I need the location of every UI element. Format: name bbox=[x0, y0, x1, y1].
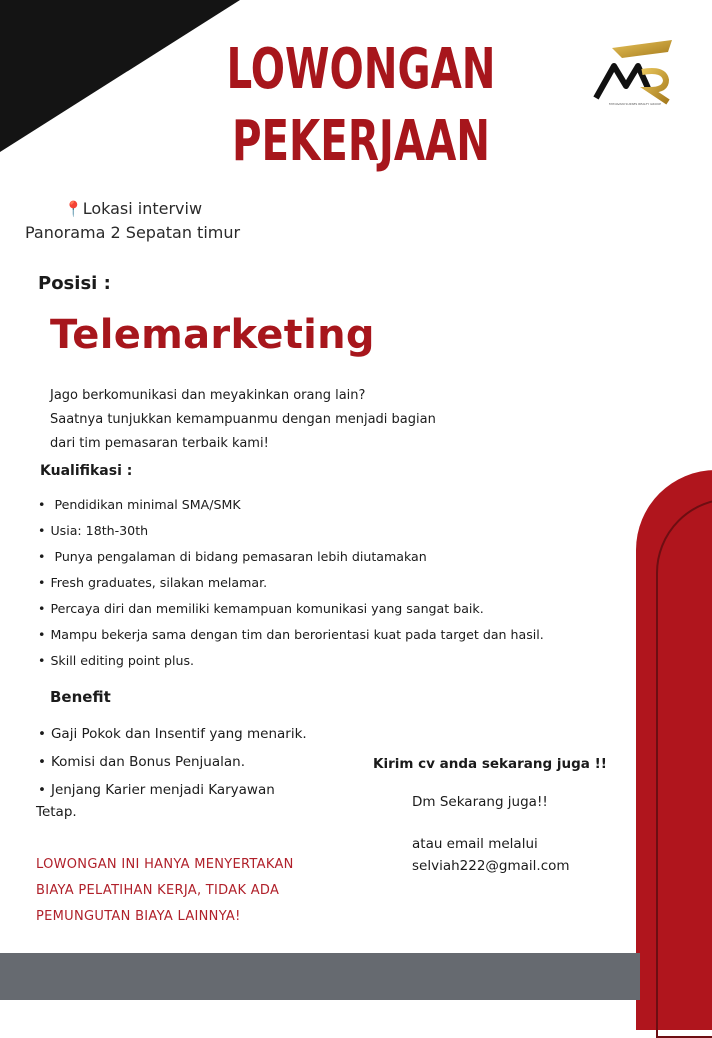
arch-outline-decoration bbox=[656, 498, 712, 1038]
list-item: • Fresh graduates, silakan melamar. bbox=[38, 575, 268, 590]
notice-text bbox=[36, 852, 294, 930]
location-label: Lokasi interviw bbox=[82, 199, 203, 218]
list-item: • Jenjang Karier menjadi Karyawan bbox=[38, 782, 275, 798]
intro-line: Saatnya tunjukkan kemampuanmu dengan menjadi bagian bbox=[50, 412, 436, 427]
title-line-1: LOWONGAN bbox=[226, 37, 496, 102]
email-address[interactable]: selviah222@gmail.com bbox=[412, 858, 570, 874]
role-title: Telemarketing bbox=[50, 312, 375, 358]
qualifications-list bbox=[38, 492, 544, 674]
notice-line: PEMUNGUTAN BIAYA LAINNYA! bbox=[36, 909, 241, 924]
intro-line: dari tim pemasaran terbaik kami! bbox=[50, 436, 269, 451]
list-item: • Usia: 18th-30th bbox=[38, 523, 149, 538]
dm-text: Dm Sekarang juga!! bbox=[412, 794, 548, 810]
list-item: • Punya pengalaman di bidang pemasaran lebih diutamakan bbox=[38, 549, 427, 564]
intro-line: Jago berkomunikasi dan meyakinkan orang lain? bbox=[50, 388, 366, 403]
qualifications-heading: Kualifikasi : bbox=[40, 463, 133, 479]
list-item: • Gaji Pokok dan Insentif yang menarik. bbox=[38, 726, 307, 742]
location-address: Panorama 2 Sepatan timur bbox=[25, 223, 241, 242]
intro-text bbox=[50, 384, 436, 456]
notice-line: LOWONGAN INI HANYA MENYERTAKAN bbox=[36, 857, 294, 872]
list-item: • Skill editing point plus. bbox=[38, 653, 195, 668]
email-block bbox=[412, 833, 570, 877]
benefit-heading: Benefit bbox=[50, 688, 111, 706]
footer-band bbox=[0, 953, 640, 1000]
list-item: • Pendidikan minimal SMA/SMK bbox=[38, 497, 241, 512]
email-label: atau email melalui bbox=[412, 836, 538, 852]
position-label: Posisi : bbox=[38, 273, 111, 294]
list-item: • Percaya diri dan memiliki kemampuan komunikasi yang sangat baik. bbox=[38, 601, 484, 616]
location-block bbox=[25, 197, 240, 245]
list-item: • Mampu bekerja sama dengan tim dan berorientasi kuat pada target dan hasil. bbox=[38, 627, 544, 642]
benefit-list bbox=[38, 720, 307, 804]
notice-line: BIAYA PELATIHAN KERJA, TIDAK ADA bbox=[36, 883, 280, 898]
title-line-2: PEKERJAAN bbox=[231, 109, 491, 174]
list-item: • Komisi dan Bonus Penjualan. bbox=[38, 754, 246, 770]
cta-text: Kirim cv anda sekarang juga !! bbox=[373, 756, 607, 772]
logo-caption: MYDAVANI SUKSES REALTY GROUP bbox=[609, 102, 661, 106]
benefit-continuation: Tetap. bbox=[36, 804, 77, 820]
pin-icon: 📍 bbox=[64, 200, 83, 218]
